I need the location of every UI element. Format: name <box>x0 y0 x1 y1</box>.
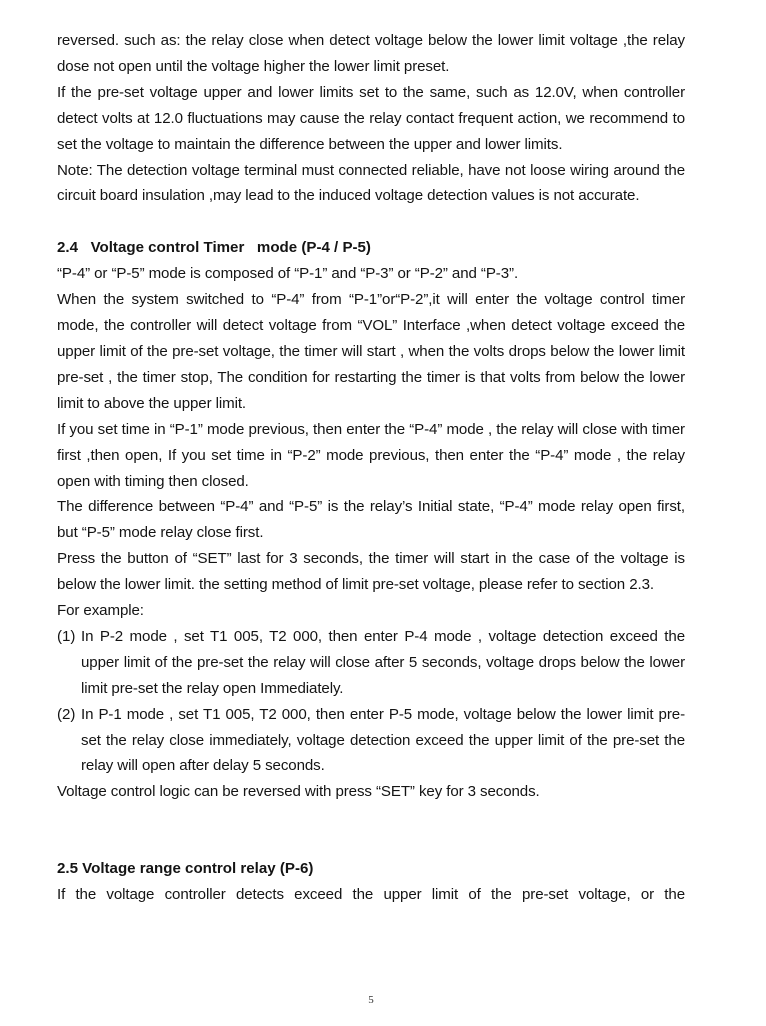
example-number: (2) <box>57 705 76 723</box>
intro-paragraph-same-limits: If the pre-set voltage upper and lower limits set to the same, such as 12.0V, when controller detect volts at 12.0 fluctuations may cause the relay contact frequent action, we recommend to set the voltage to maintain the difference between the upper and lower limits. <box>57 83 685 153</box>
section-spacer <box>57 805 685 856</box>
section-2-4-closing: Voltage control logic can be reversed with press “SET” key for 3 seconds. <box>57 783 540 801</box>
section-2-4-heading: 2.4 Voltage control Timer mode (P-4 / P-5) <box>57 239 371 257</box>
section-2-4-example-label: For example: <box>57 602 144 620</box>
section-spacer <box>57 209 685 235</box>
example-item <box>57 702 685 780</box>
example-item <box>57 624 685 702</box>
example-number: (1) <box>57 627 76 645</box>
example-text: In P-1 mode , set T1 005, T2 000, then enter P-5 mode, voltage below the lower limit pre-set the relay close immediately, voltage detection exceed the upper limit of the pre-set the relay will open after delay 5 seconds. <box>81 705 685 775</box>
intro-paragraph-note: Note: The detection voltage terminal must connected reliable, have not loose wiring around the circuit board insulation ,may lead to the induced voltage detection values is not accurate. <box>57 161 685 205</box>
document-page <box>57 28 685 908</box>
section-2-5-heading: 2.5 Voltage range control relay (P-6) <box>57 860 314 878</box>
page-number: 5 <box>368 994 374 1006</box>
section-2-4-set-button: Press the button of “SET” last for 3 seconds, the timer will start in the case of the voltage is below the lower limit. the setting method of limit pre-set voltage, please refer to section 2.3. <box>57 550 685 594</box>
section-2-4-composition: “P-4” or “P-5” mode is composed of “P-1” and “P-3” or “P-2” and “P-3”. <box>57 265 519 283</box>
section-2-4-timer-order: If you set time in “P-1” mode previous, then enter the “P-4” mode , the relay will close with timer first ,then open, If you set time in “P-2” mode previous, then enter the “P-4” mode , the relay open with timing then closed. <box>57 420 685 490</box>
section-2-5-paragraph: If the voltage controller detects exceed the upper limit of the pre-set voltage, or the <box>57 886 685 904</box>
example-text: In P-2 mode , set T1 005, T2 000, then enter P-4 mode , voltage detection exceed the upper limit of the pre-set the relay will close after 5 seconds, voltage drops below the lower limit pre-set the relay open Immediately. <box>81 627 685 697</box>
section-2-4-difference: The difference between “P-4” and “P-5” is the relay’s Initial state, “P-4” mode relay open first, but “P-5” mode relay close first. <box>57 498 685 542</box>
intro-paragraph-reversed: reversed. such as: the relay close when detect voltage below the lower limit voltage ,the relay dose not open until the voltage higher the lower limit preset. <box>57 32 685 75</box>
section-2-4-description: When the system switched to “P-4” from “P-1”or“P-2”,it will enter the voltage control timer mode, the controller will detect voltage from “VOL” Interface ,when detect voltage exceed the upper limit of the pre-set voltage, the timer will start , when the volts drops below the lower limit pre-set , the timer stop, The condition for restarting the timer is that volts from below the lower limit to above the upper limit. <box>57 291 685 412</box>
